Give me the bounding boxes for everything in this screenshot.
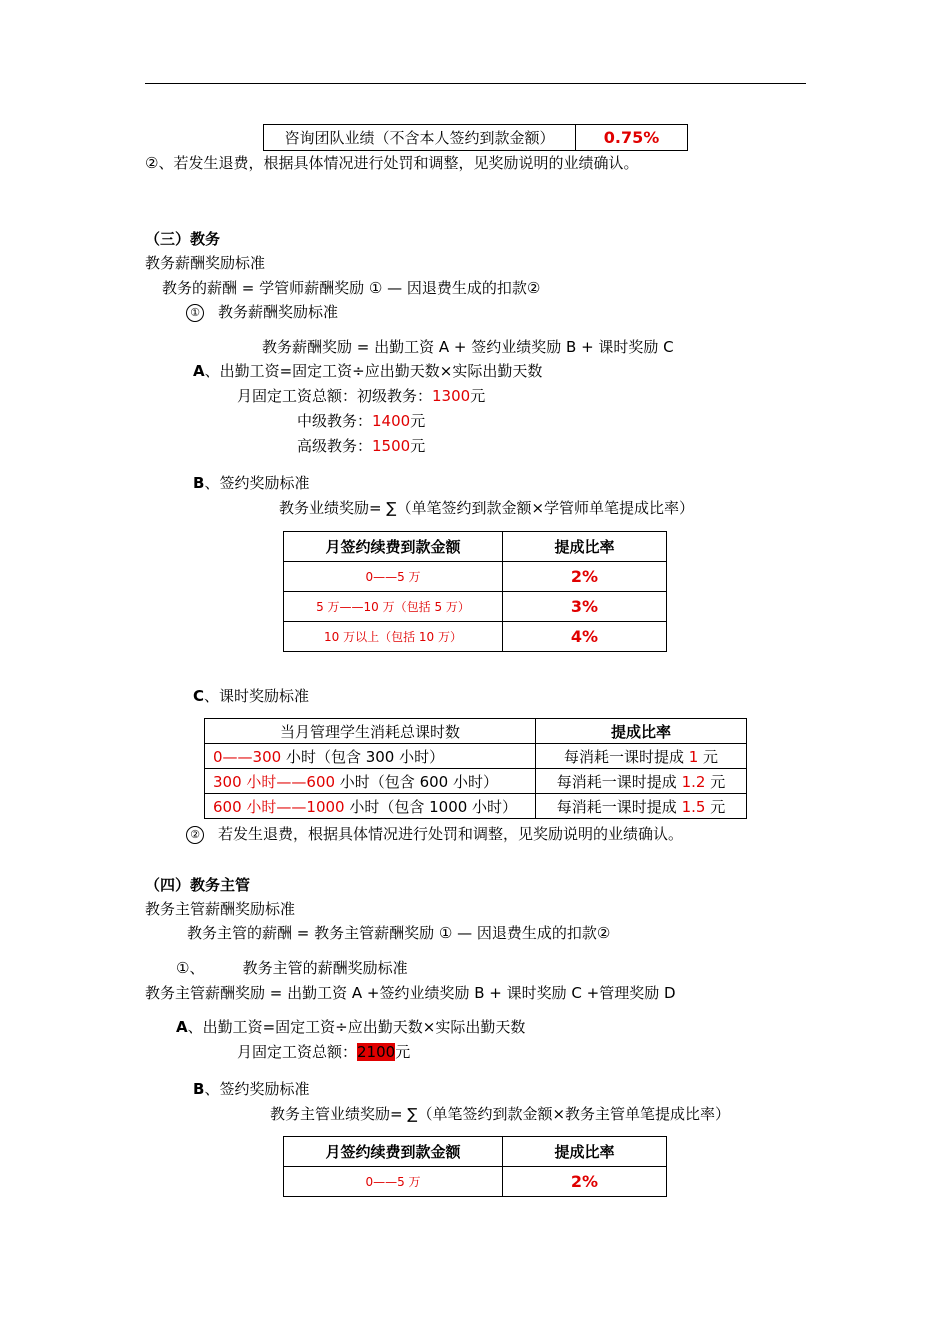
table-header-row — [284, 532, 667, 562]
signing-rate-table — [283, 531, 667, 652]
junior-amount: 1300 — [432, 387, 471, 405]
mid-amount: 1400 — [372, 412, 411, 430]
label-a: A — [193, 362, 205, 380]
section-4-signing — [193, 1079, 309, 1099]
fixed-salary-mid — [297, 411, 425, 431]
manager-signing-rate-table — [283, 1136, 667, 1197]
rate-pre: 每消耗一课时提成 — [556, 797, 682, 816]
rate-cell — [536, 744, 747, 769]
table-row — [264, 125, 688, 151]
rate-pre: 每消耗一课时提成 — [556, 772, 682, 791]
section-4-subtitle: 教务主管薪酬奖励标准 — [145, 900, 296, 918]
fixed-salary-label: 月固定工资总额：初级教务： — [237, 387, 433, 405]
refund-note-1: ②、若发生退费，根据具体情况进行处罚和调整，见奖励说明的业绩确认。 — [145, 154, 639, 172]
senior-amount: 1500 — [372, 437, 411, 455]
consult-team-rate: 0.75% — [576, 125, 688, 151]
unit: 元 — [395, 1043, 411, 1061]
item-2-label: 若发生退费，根据具体情况进行处罚和调整，见奖励说明的业绩确认。 — [218, 825, 684, 843]
table-row — [205, 794, 747, 819]
consult-team-label: 咨询团队业绩（不含本人签约到款金额） — [264, 125, 576, 151]
amount-cell: 0——5 万 — [284, 562, 503, 592]
section-4-signing-formula: 教务主管业绩奖励= ∑（单笔签约到款金额×教务主管单笔提成比率） — [270, 1105, 731, 1123]
item-1-label: 教务薪酬奖励标准 — [218, 303, 339, 321]
fixed-salary-label: 月固定工资总额： — [237, 1043, 358, 1061]
header-rate: 提成比率 — [503, 532, 667, 562]
rate-post: 元 — [705, 772, 726, 791]
table-row — [284, 562, 667, 592]
table-row — [205, 744, 747, 769]
unit: 元 — [470, 387, 486, 405]
signing-label: 、签约奖励标准 — [204, 1080, 310, 1098]
rate-value: 1.5 — [681, 797, 706, 816]
hours-range: 600 小时——1000 — [213, 797, 345, 816]
fixed-salary-junior — [237, 386, 485, 406]
hours-cell — [205, 769, 536, 794]
attendance-label: 、出勤工资=固定工资÷应出勤天数×实际出勤天数 — [204, 362, 543, 380]
rate-post: 元 — [705, 797, 726, 816]
label-a: A — [176, 1018, 188, 1036]
unit: 元 — [410, 437, 426, 455]
hours-cell — [205, 794, 536, 819]
hours-rest: 小时（包含 300 小时） — [281, 747, 445, 766]
section-3-class-hours — [193, 686, 309, 706]
hours-range: 0——300 — [213, 747, 282, 766]
header-rule — [145, 83, 806, 84]
table-header-row — [284, 1137, 667, 1167]
header-amount: 月签约续费到款金额 — [284, 1137, 503, 1167]
header-amount: 月签约续费到款金额 — [284, 532, 503, 562]
label-c: C — [193, 687, 205, 705]
class-hours-table — [204, 718, 747, 819]
fixed-salary-manager — [237, 1042, 410, 1062]
label-b: B — [193, 1080, 205, 1098]
header-rate: 提成比率 — [503, 1137, 667, 1167]
amount-cell: 10 万以上（包括 10 万） — [284, 622, 503, 652]
label-b: B — [193, 474, 205, 492]
rate-cell: 3% — [503, 592, 667, 622]
mid-label: 中级教务： — [297, 412, 373, 430]
section-4-item-1: ①、 教务主管的薪酬奖励标准 — [176, 959, 408, 977]
section-3-signing-formula: 教务业绩奖励= ∑（单笔签约到款金额×学管师单笔提成比率） — [279, 499, 695, 517]
amount-cell: 0——5 万 — [284, 1167, 503, 1197]
manager-amount: 2100 — [357, 1043, 396, 1061]
rate-cell: 2% — [503, 1167, 667, 1197]
table-row — [284, 592, 667, 622]
hours-cell — [205, 744, 536, 769]
rate-pre: 每消耗一课时提成 — [563, 747, 689, 766]
section-4-pay-formula: 教务主管薪酬奖励 = 出勤工资 A +签约业绩奖励 B + 课时奖励 C +管理奖励 D — [145, 984, 676, 1002]
rate-post: 元 — [698, 747, 719, 766]
circled-number-2: ② — [186, 826, 204, 844]
header-rate: 提成比率 — [536, 719, 747, 744]
rate-value: 1.2 — [681, 772, 706, 791]
rate-cell: 2% — [503, 562, 667, 592]
rate-cell — [536, 794, 747, 819]
hours-rest: 小时（包含 600 小时） — [335, 772, 498, 791]
consult-team-table — [263, 124, 688, 151]
table-header-row — [205, 719, 747, 744]
table-row — [284, 622, 667, 652]
section-3-item-2 — [186, 824, 683, 844]
attendance-label: 、出勤工资=固定工资÷应出勤天数×实际出勤天数 — [187, 1018, 526, 1036]
fixed-salary-senior — [297, 436, 425, 456]
section-3-pay-formula: 教务薪酬奖励 = 出勤工资 A + 签约业绩奖励 B + 课时奖励 C — [262, 338, 674, 356]
class-hours-label: 、课时奖励标准 — [204, 687, 310, 705]
rate-cell: 4% — [503, 622, 667, 652]
hours-range: 300 小时——600 — [213, 772, 336, 791]
table-row — [284, 1167, 667, 1197]
rate-cell — [536, 769, 747, 794]
section-3-attendance — [193, 361, 542, 381]
circled-number-1: ① — [186, 304, 204, 322]
section-3-subtitle: 教务薪酬奖励标准 — [145, 254, 266, 272]
section-3-heading: （三）教务 — [145, 230, 221, 248]
section-4-attendance — [176, 1017, 525, 1037]
amount-cell: 5 万——10 万（包括 5 万） — [284, 592, 503, 622]
header-hours: 当月管理学生消耗总课时数 — [205, 719, 536, 744]
section-4-formula: 教务主管的薪酬 = 教务主管薪酬奖励 ① — 因退费生成的扣款② — [187, 924, 611, 942]
section-3-signing — [193, 473, 309, 493]
senior-label: 高级教务： — [297, 437, 373, 455]
hours-rest: 小时（包含 1000 小时） — [344, 797, 518, 816]
rate-value: 1 — [688, 747, 699, 766]
section-3-item-1 — [186, 302, 338, 322]
section-4-heading: （四）教务主管 — [145, 876, 251, 894]
section-3-formula: 教务的薪酬 = 学管师薪酬奖励 ① — 因退费生成的扣款② — [162, 279, 541, 297]
unit: 元 — [410, 412, 426, 430]
table-row — [205, 769, 747, 794]
signing-label: 、签约奖励标准 — [204, 474, 310, 492]
